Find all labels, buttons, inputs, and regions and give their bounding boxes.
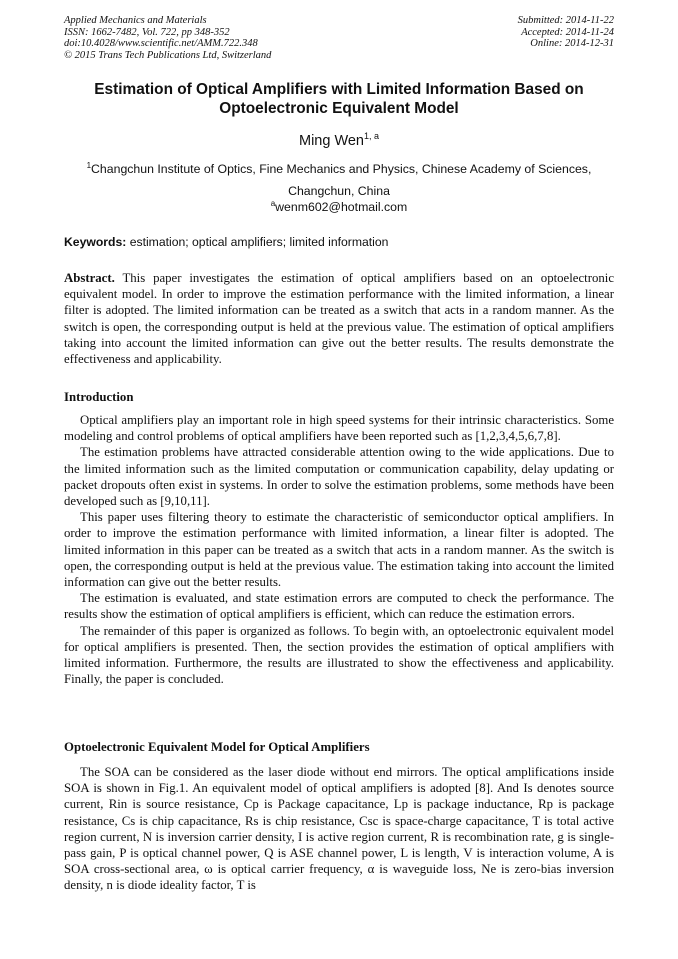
- dates-header: [518, 15, 614, 50]
- intro-paragraph: The remainder of this paper is organized as follows. To begin with, an optoelectronic equivalent model for optical amplifiers is presented. Then, the section provides the estimation of optical amplifiers with limited information. Furthermore, the results are illustrated to show the effectiveness and applicability. Finally, the paper is concluded.: [64, 623, 614, 687]
- model-section-heading: Optoelectronic Equivalent Model for Optical Amplifiers: [64, 740, 370, 754]
- author-name: Ming Wen: [298, 132, 364, 149]
- intro-paragraph: The estimation problems have attracted considerable attention owing to the wide applications. Due to the limited information such as the limited computation or communication capability, delay updating or packet dropouts often exist in systems. In order to solve the estimation problems, some methods have been developed such as [9,10,11].: [64, 445, 614, 509]
- online-date: Online: 2014-12-31: [530, 38, 614, 50]
- abstract-text: This paper investigates the estimation of optical amplifiers based on an optoelectronic equivalent model. In order to improve the estimation performance with the limited information, a linear filter is adopted. The limited information can be treated as a switch that acts in a random manner. As the switch is open, the corresponding output is held at the previous value. The estimation of optical amplifiers taking into account the limited information can give out the better results. The results demonstrate the effectiveness and applicability.: [64, 271, 614, 367]
- email: [0, 199, 678, 214]
- email-address: wenm602@hotmail.com: [275, 200, 408, 215]
- introduction-body: [64, 412, 614, 687]
- keywords: [64, 235, 616, 249]
- affiliation-text: Changchun Institute of Optics, Fine Mechanics and Physics, Chinese Academy of Sciences, Changchun, China: [91, 162, 592, 199]
- intro-paragraph: The estimation is evaluated, and state estimation errors are computed to check the performance. The results show the estimation of optical amplifiers is efficient, which can reduce the estimation errors.: [64, 591, 614, 622]
- model-paragraph: The SOA can be considered as the laser diode without end mirrors. The optical amplifications inside SOA is shown in Fig.1. An equivalent model of optical amplifiers is adopted [8]. And Is denotes source current, Rin is source resistance, Cp is Package capacitance, Lp is package inductance, Rp is package resistance, Cs is chip capacitance, Rs is chip resistance, Csc is space-charge capacitance, T is total active region current, N is inversion carrier density, I is active region current, R is recombination rate, g is single-pass gain, P is optical channel power, Q is ASE channel power, L is length, V is interaction volume, A is SOA cross-sectional area, ω is optical carrier frequency, α is waveguide loss, Ne is zero-bias inversion density, n is diode ideality factor, T is: [64, 765, 614, 893]
- affiliation: [60, 155, 618, 202]
- model-section-body: [64, 764, 614, 894]
- doi: doi:10.4028/www.scientific.net/AMM.722.348: [64, 38, 258, 50]
- affiliation-sup: 1: [86, 161, 92, 170]
- keywords-label: Keywords:: [64, 235, 127, 249]
- accepted-date: Accepted: 2014-11-24: [521, 26, 614, 38]
- paper-title: Estimation of Optical Amplifiers with Limited Information Based on Optoelectronic Equivalent Model: [94, 81, 584, 117]
- journal-header: [64, 15, 271, 61]
- copyright: © 2015 Trans Tech Publications Ltd, Switzerland: [64, 49, 272, 61]
- journal-name: Applied Mechanics and Materials: [64, 15, 207, 26]
- author-sup: 1, a: [364, 131, 380, 141]
- email-sup: a: [270, 199, 276, 208]
- keywords-text: estimation; optical amplifiers; limited information: [126, 235, 389, 249]
- issn: ISSN: 1662-7482, Vol. 722, pp 348-352: [64, 26, 230, 38]
- intro-paragraph: This paper uses filtering theory to estimate the characteristic of semiconductor optical amplifiers. In order to improve the estimation performance with limited information, a linear filter is adopted. The limited information in this paper can be treated as a switch that acts in a random manner. As the switch is open, the corresponding output is held at the previous value. The estimation taking into account the limited information can give out the better results.: [64, 510, 614, 590]
- author: [0, 131, 678, 149]
- intro-paragraph: Optical amplifiers play an important role in high speed systems for their intrinsic characteristics. Some modeling and control problems of optical amplifiers have been reported such as [1,2,3,4,5,6,7,8].: [64, 413, 614, 444]
- introduction-heading: Introduction: [64, 390, 134, 404]
- abstract: [64, 270, 614, 367]
- submitted-date: Submitted: 2014-11-22: [517, 15, 614, 26]
- abstract-label: Abstract.: [64, 271, 115, 285]
